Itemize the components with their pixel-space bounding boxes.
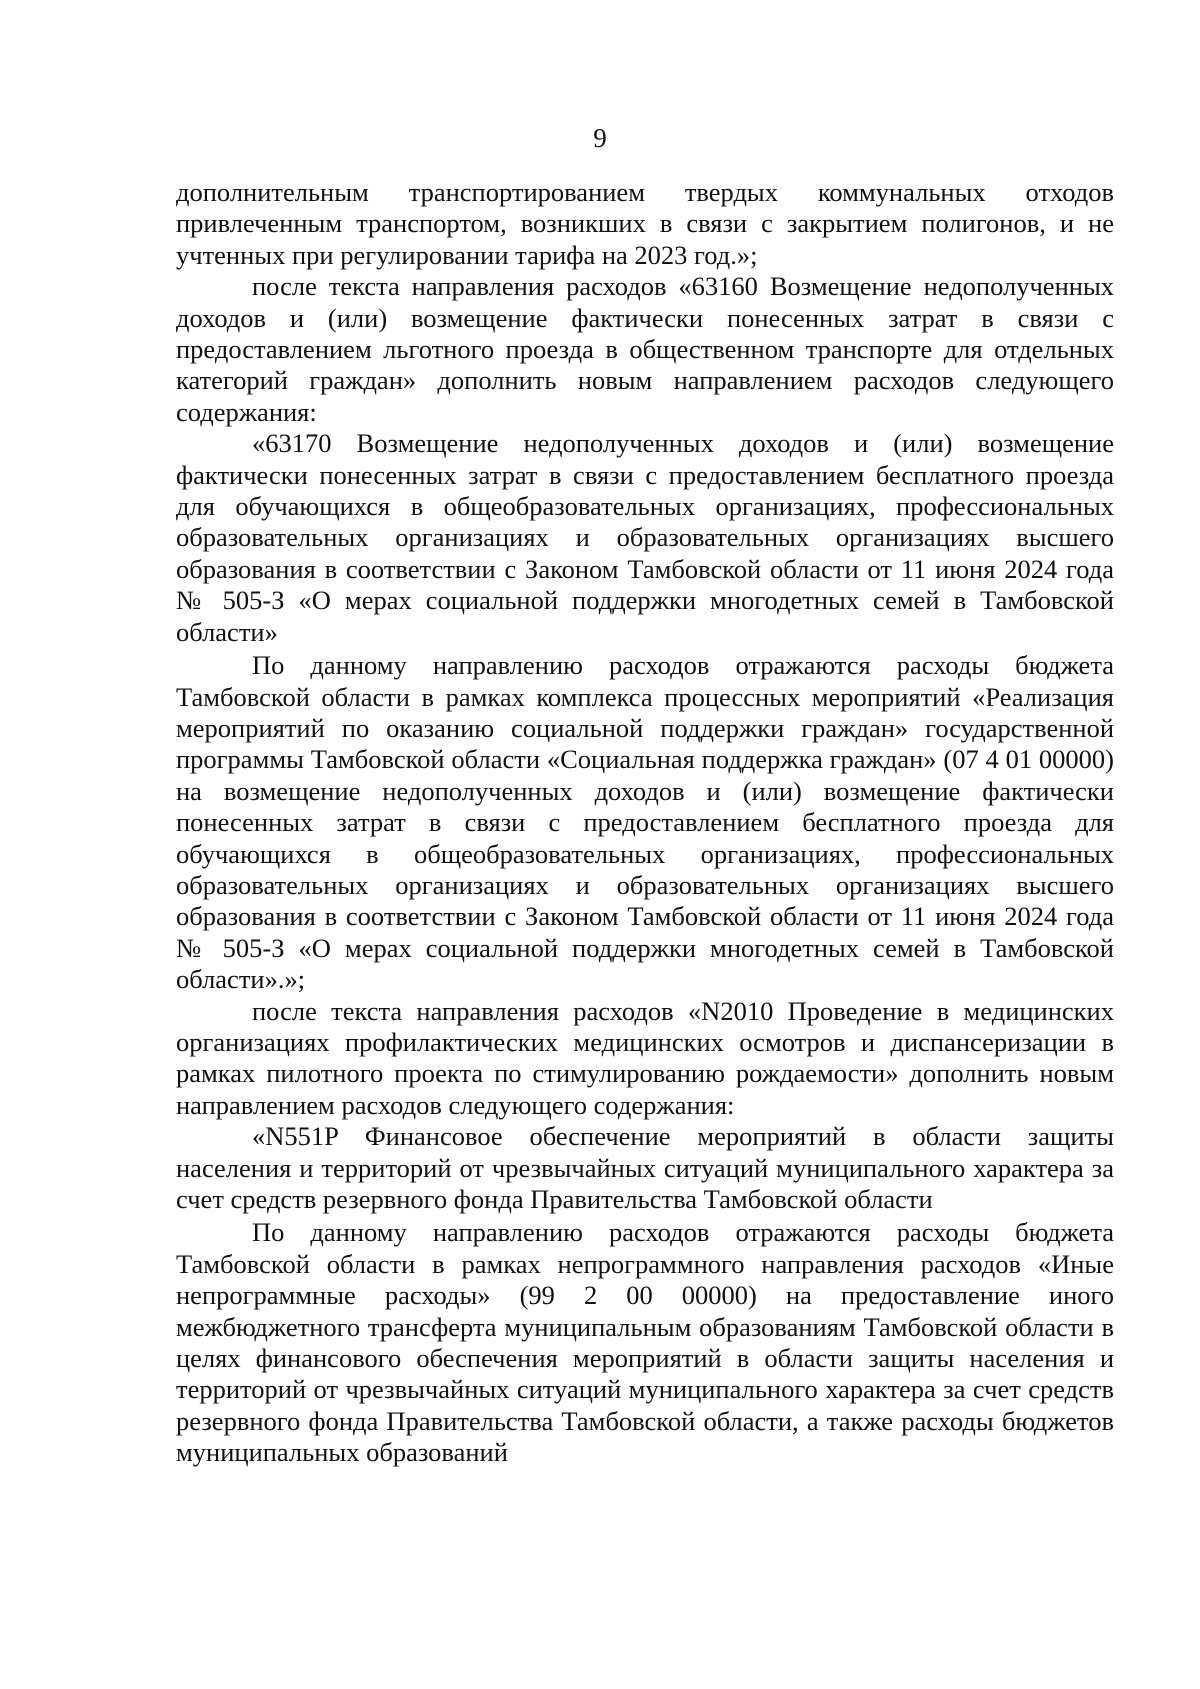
paragraph-n551p-description: По данному направлению расходов отражаются расходы бюджета Тамбовской области в рамках непрограммного направления расходов «Иные непрограммные расходы» (99 2 00 00000) на предоставление иного межбюджетного трансферта муниципальным образованиям Тамбовской области в целях финансового обеспечения мероприятий в области защиты населения и территорий от чрезвычайных ситуаций муниципального характера за счет средств резервного фонда Правительства Тамбовской области, а также расходы бюджетов муниципальных образований: [176, 1217, 1114, 1468]
document-body: [176, 177, 1114, 1469]
paragraph-63170-description: По данному направлению расходов отражаются расходы бюджета Тамбовской области в рамках комплекса процессных мероприятий «Реализация мероприятий по оказанию социальной поддержки граждан» государственной программы Тамбовской области «Социальная поддержка граждан» (07 4 01 00000) на возмещение недополученных доходов и (или) возмещение фактически понесенных затрат в связи с предоставлением бесплатного проезда для обучающихся в общеобразовательных организациях, профессиональных образовательных организациях и образовательных организациях высшего образования в соответствии с Законом Тамбовской области от 11 июня 2024 года № 505-З «О мерах социальной поддержки многодетных семей в Тамбовской области».»;: [176, 650, 1114, 995]
paragraph-continuation: дополнительным транспортированием твердых коммунальных отходов привлеченным транспортом, возникших в связи с закрытием полигонов, и не учтенных при регулировании тарифа на 2023 год.»;: [176, 177, 1114, 270]
paragraph-amendment-n2010: после текста направления расходов «N2010 Проведение в медицинских организациях профилактических медицинских осмотров и диспансеризации в рамках пилотного проекта по стимулированию рождаемости» дополнить новым направлением расходов следующего содержания:: [176, 995, 1114, 1120]
paragraph-code-n551p: «N551P Финансовое обеспечение мероприятий в области защиты населения и территорий от чрезвычайных ситуаций муниципального характера за счет средств резервного фонда Правительства Тамбовской области: [176, 1121, 1114, 1214]
paragraph-amendment-63160: после текста направления расходов «63160 Возмещение недополученных доходов и (или) возмещение фактически понесенных затрат в связи с предоставлением льготного проезда в общественном транспорте для отдельных категорий граждан» дополнить новым направлением расходов следующего содержания:: [176, 271, 1114, 427]
page-number: 9: [593, 123, 607, 153]
paragraph-code-63170: «63170 Возмещение недополученных доходов и (или) возмещение фактически понесенных затрат в связи с предоставлением бесплатного проезда для обучающихся в общеобразовательных организациях, профессиональных образовательных организациях и образовательных организациях высшего образования в соответствии с Законом Тамбовской области от 11 июня 2024 года № 505-З «О мерах социальной поддержки многодетных семей в Тамбовской области»: [176, 428, 1114, 647]
